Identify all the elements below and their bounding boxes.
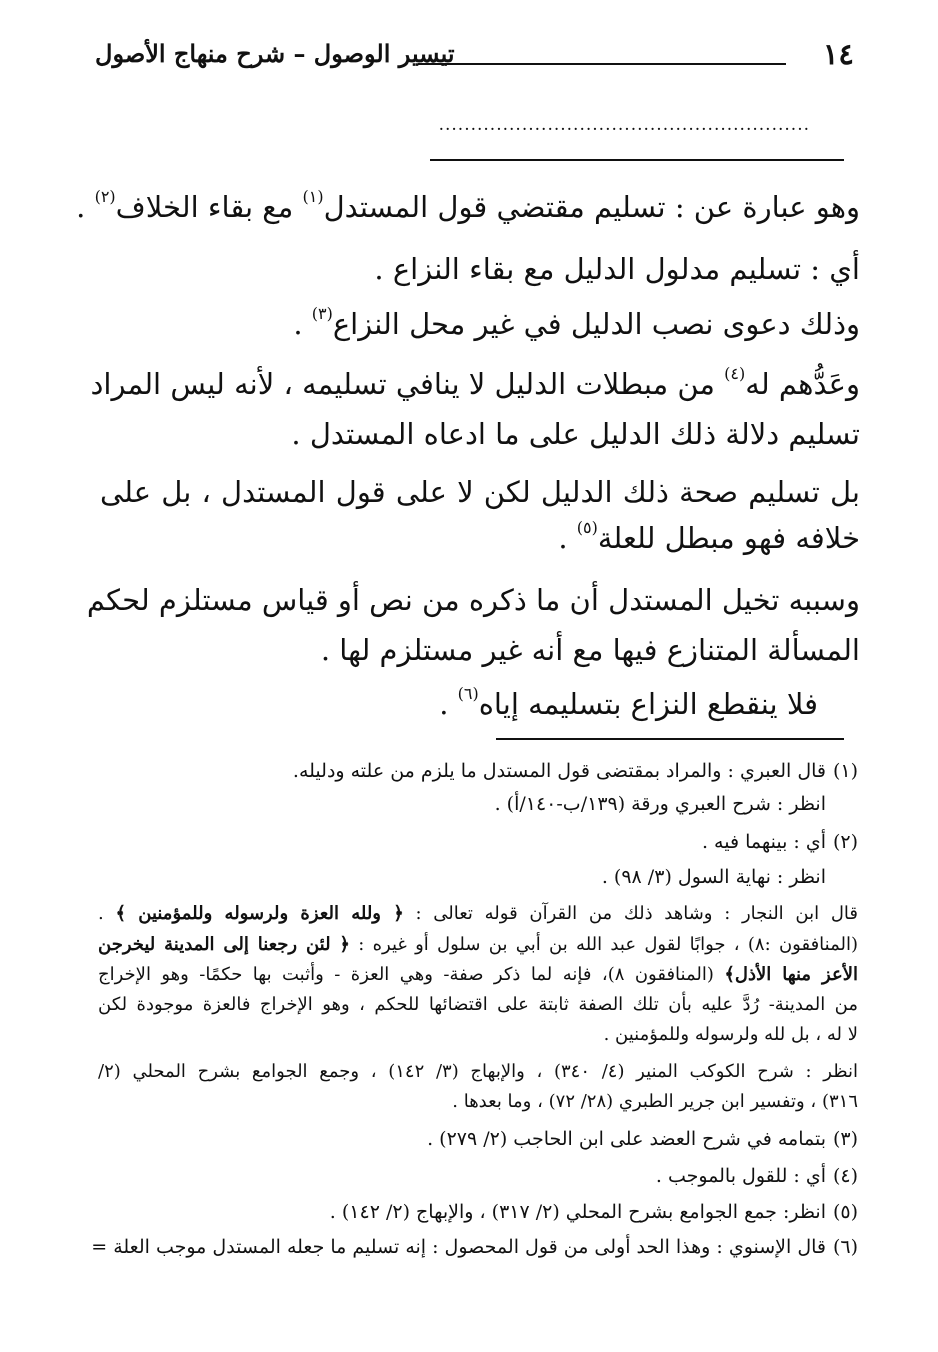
body-paragraph-4-line-1: وعَدُّهم له$^{(٤)}$ من مبطلات الدليل لا ينافي تسليمه ، لأنه ليس المراد [90,364,860,401]
footnote-2-number: (٢) [832,831,858,853]
body-paragraph-1: وهو عبارة عن : تسليم مقتضي قول المستدل$^{(١)}$ مع بقاء الخلاف$^{(٢)}$ . [76,187,860,224]
header-rule [418,63,786,65]
footnote-6: (٦)قال الإسنوي : وهذا الحد أولى من قول المحصول : إنه تسليم ما جعله المستدل موجب العلة = [91,1236,858,1258]
footnote-ref-6[interactable]: (٦) [457,684,479,703]
footnote-1-number: (١) [832,760,858,782]
footnote-5: (٥)انظر: جمع الجوامع بشرح المحلي (٢/ ٣١٧) ، والإبهاج (٢/ ١٤٢) . [329,1201,858,1223]
body-paragraph-5-line-1: بل تسليم صحة ذلك الدليل لكن لا على قول المستدل ، بل على [100,475,860,509]
ellipsis-omission: .......................................................... [438,117,810,134]
footnote-1-reference: انظر : شرح العبري ورقة (١٣٩/ب-١٤٠/أ) . [494,793,826,815]
footnote-ref-4[interactable]: (٤) [724,364,746,383]
body-paragraph-6-line-1: وسببه تخيل المستدل أن ما ذكره من نص أو قياس مستلزم لحكم [86,583,860,617]
page-number: ١٤ [822,37,854,71]
body-paragraph-2: أي : تسليم مدلول الدليل مع بقاء النزاع . [374,252,860,286]
footnote-ref-1[interactable]: (١) [302,187,324,206]
footnote-1: (١)قال العبري : والمراد بمقتضى قول المستدل ما يلزم من علته ودليله. [292,760,858,782]
body-paragraph-4-line-2: تسليم دلالة ذلك الدليل على ما ادعاه المستدل . [291,417,860,451]
body-paragraph-6-line-2: المسألة المتنازع فيها مع أنه غير مستلزم لها . [320,633,860,667]
footnote-5-number: (٥) [832,1201,858,1223]
footnote-2-references-line-1: انظر : شرح الكوكب المنير (٤/ ٣٤٠) ، والإبهاج (٣/ ١٤٢) ، وجمع الجوامع بشرح المحلي (٢/ [98,1061,858,1082]
top-separator [430,159,844,161]
footnote-3-number: (٣) [832,1128,858,1150]
footnote-6-number: (٦) [832,1236,858,1258]
body-paragraph-5-line-2: خلافه فهو مبطل للعلة$^{(٥)}$ . [558,518,860,555]
footnote-2-quote-line-1: قال ابن النجار : وشاهد ذلك من القرآن قوله تعالى : ﴿ ولله العزة ولرسوله وللمؤمنين ﴾ . [98,903,858,924]
running-title: تيسير الوصول – شرح منهاج الأصول [95,39,455,68]
body-paragraph-7: فلا ينقطع النزاع بتسليمه إياه$^{(٦)}$ . [439,684,818,721]
footnote-separator [496,738,844,740]
body-paragraph-3: وذلك دعوى نصب الدليل في غير محل النزاع$^{(٣)}$ . [293,304,860,341]
footnote-2-quote-line-4: من المدينة- رُدَّ عليه بأن تلك الصفة ثابتة على اقتضائها للحكم ، وهو الإخراج فالعزة موجودة لكن [98,994,858,1015]
footnote-2: (٢)أي : بينهما فيه . [701,831,858,853]
footnote-2-quote-line-2: (المنافقون :٨) ، جوابًا لقول عبد الله بن أبي بن سلول أو غيره : ﴿ لئن رجعنا إلى المدينة ليخرجن [98,934,859,955]
footnote-ref-2[interactable]: (٢) [94,187,116,206]
footnote-4: (٤)أي : للقول بالموجب . [655,1165,858,1187]
footnote-ref-5[interactable]: (٥) [576,518,598,537]
footnote-4-number: (٤) [832,1165,858,1187]
footnote-2-references-line-2: ٣١٦) ، وتفسير ابن جرير الطبري (٢٨/ ٧٢) ، وما بعدها . [452,1091,858,1112]
footnote-2-quote-line-3: الأعز منها الأذل﴾ (المنافقون ٨)، فإنه لما ذكر صفة- وهي العزة - وأثبت بها حكمًا- وهو الإخراج [98,964,858,985]
footnote-2-quote-line-5: لا له ، بل لله ولرسوله وللمؤمنين . [603,1024,858,1045]
footnote-ref-3[interactable]: (٣) [311,304,333,323]
footnote-2-reference: انظر : نهاية السول (٣/ ٩٨) . [601,866,826,888]
footnote-3: (٣)بتمامه في شرح العضد على ابن الحاجب (٢/ ٢٧٩) . [427,1128,858,1150]
